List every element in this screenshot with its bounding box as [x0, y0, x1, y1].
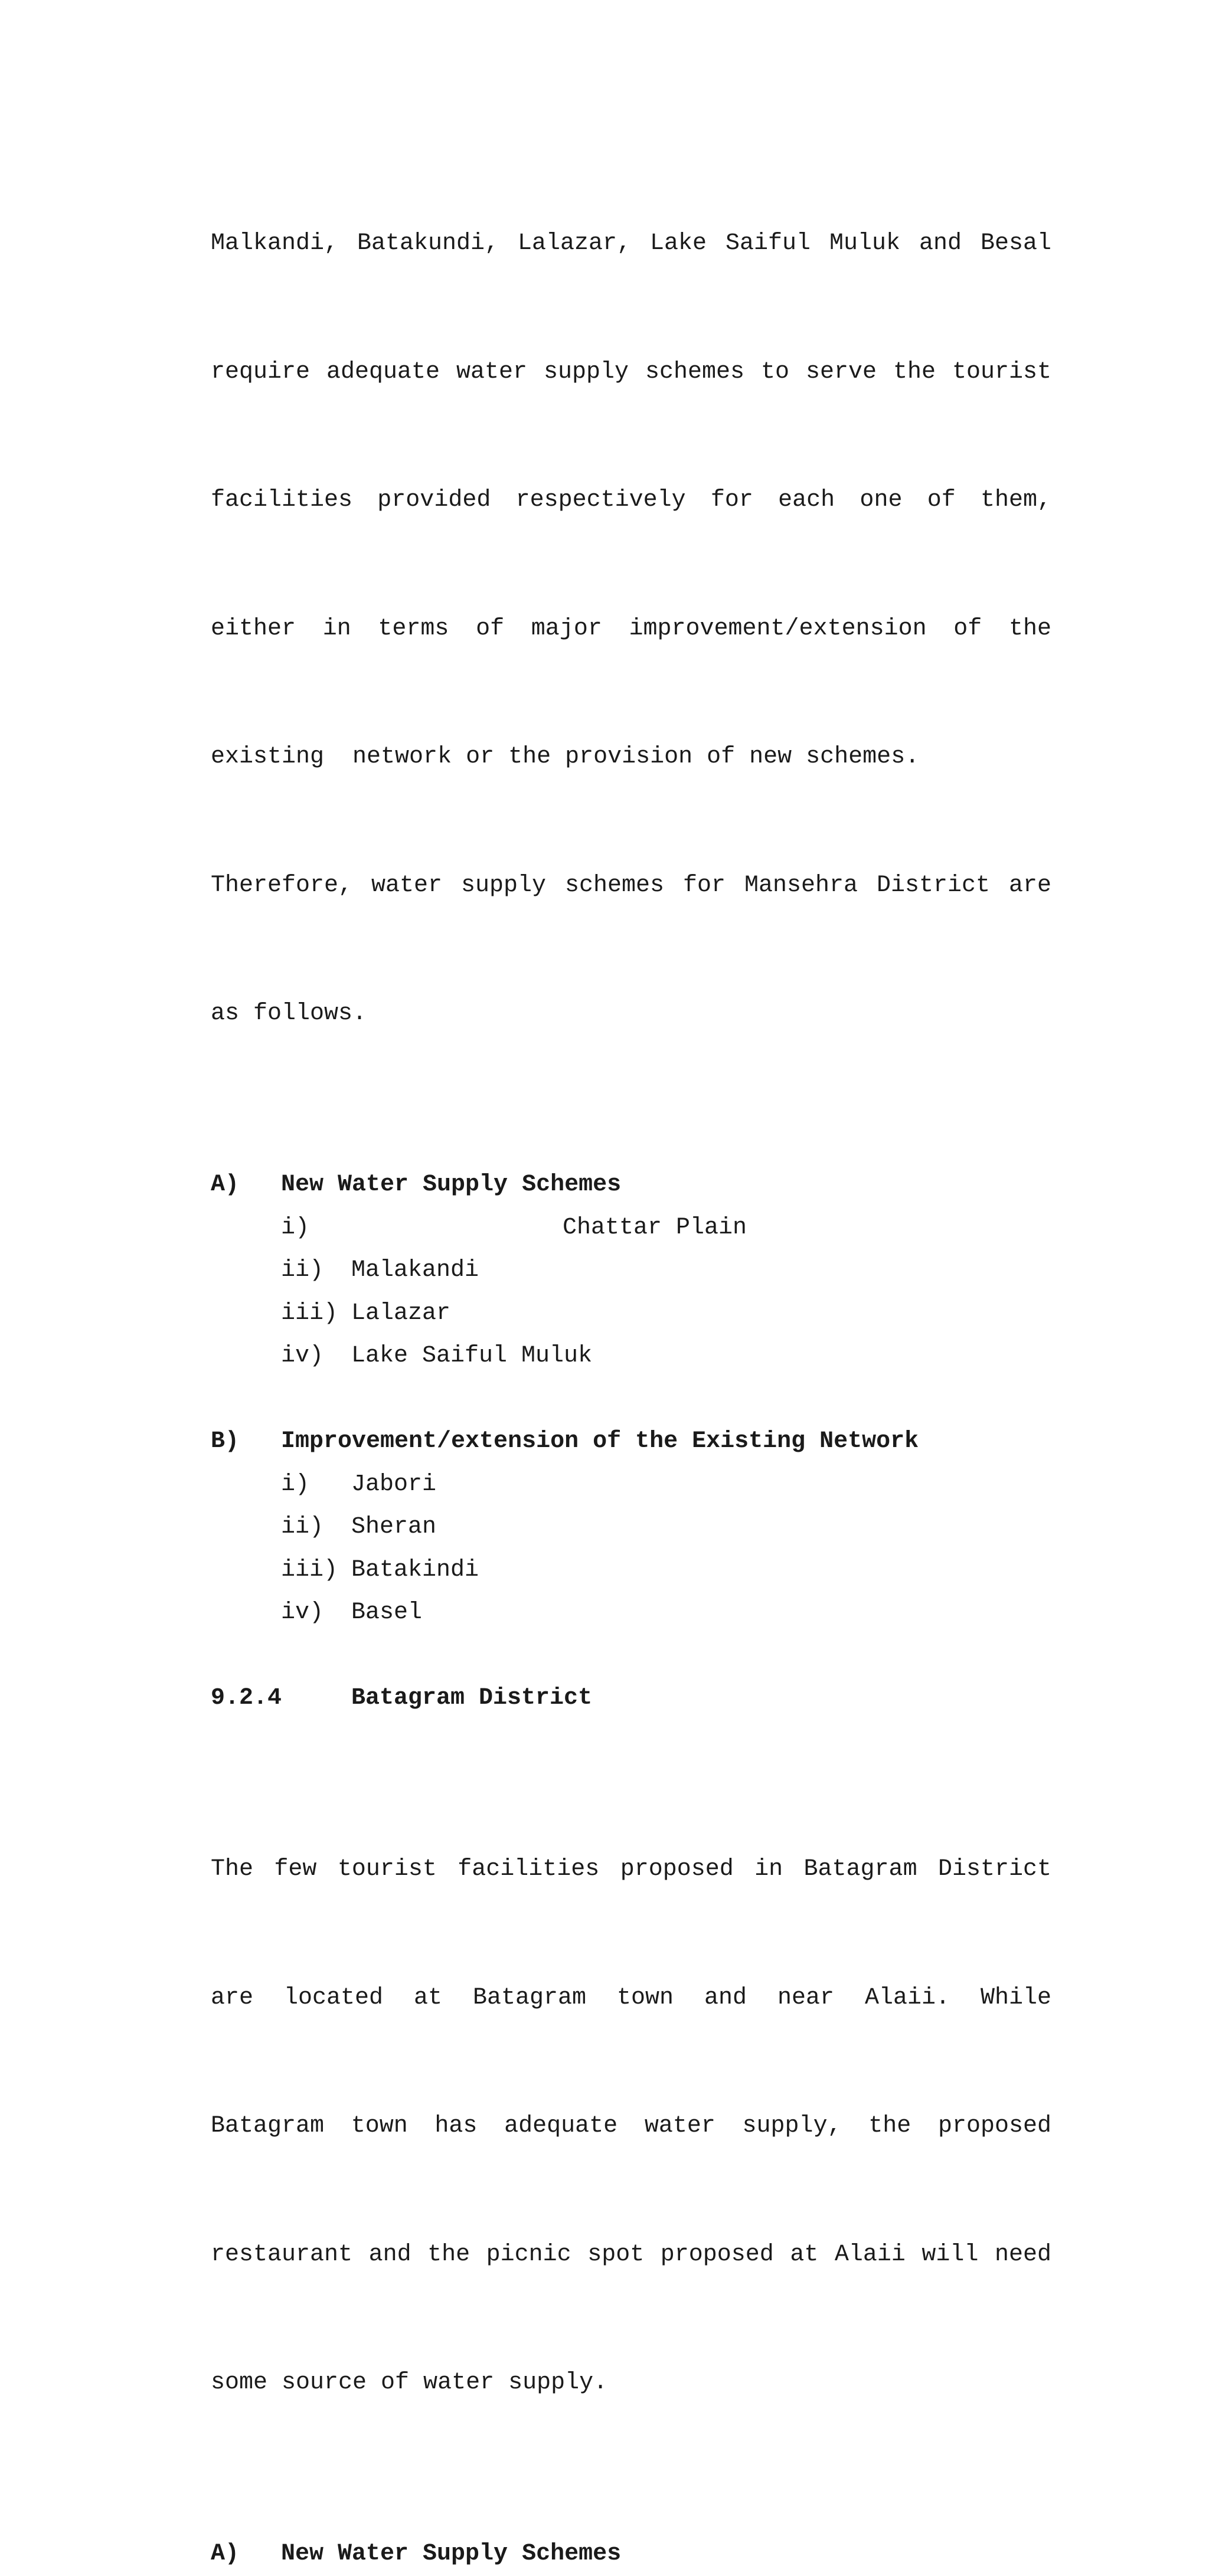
section-label: A)	[211, 1171, 240, 1198]
document-page	[211, 137, 1051, 2576]
section-title: Improvement/extension of the Existing Network	[281, 1428, 919, 1455]
section-heading	[211, 2533, 1051, 2576]
item-name: Lake Saiful Muluk	[351, 1343, 593, 1369]
item-name: Jabori	[351, 1471, 437, 1498]
text-line: facilities provided respectively for each one of them,	[211, 487, 1051, 513]
text-line: either in terms of major improvement/extension of the	[211, 615, 1051, 642]
item-name: Chattar Plain	[563, 1214, 747, 1241]
item-number: i)	[281, 1214, 310, 1241]
item-name: Malakandi	[351, 1257, 479, 1284]
item-number: i)	[281, 1471, 310, 1498]
list-item	[211, 1292, 1051, 1336]
text-line: Batagram town has adequate water supply, the proposed	[211, 2113, 1051, 2139]
text-line: are located at Batagram town and near Alaii. While	[211, 1984, 1051, 2011]
section-title: Batagram District	[351, 1685, 593, 1711]
section-heading	[211, 1420, 1051, 1464]
item-name: Sheran	[351, 1514, 437, 1540]
item-number: iv)	[281, 1599, 324, 1626]
section-title: New Water Supply Schemes	[281, 2541, 622, 2567]
list-item	[211, 1549, 1051, 1592]
item-number: iii)	[281, 1300, 338, 1327]
section-number: 9.2.4	[211, 1685, 282, 1711]
list-item	[211, 1506, 1051, 1549]
item-name: Batakindi	[351, 1556, 479, 1583]
item-name: Lalazar	[351, 1300, 451, 1327]
intro-paragraph	[211, 137, 1051, 1121]
text-line: The few tourist facilities proposed in Batagram District	[211, 1856, 1051, 1883]
section-title: New Water Supply Schemes	[281, 1171, 622, 1198]
section-label: A)	[211, 2541, 240, 2567]
list-item	[211, 1207, 1051, 1250]
text-line: Malkandi, Batakundi, Lalazar, Lake Saiful Muluk and Besal	[211, 230, 1051, 257]
list-item	[211, 1464, 1051, 1507]
section-a-new-schemes	[211, 1164, 1051, 1378]
list-item	[211, 1249, 1051, 1292]
list-item	[211, 1335, 1051, 1378]
text-line: require adequate water supply schemes to serve the tourist	[211, 358, 1051, 385]
item-name: Basel	[351, 1599, 423, 1626]
batagram-paragraph	[211, 1763, 1051, 2490]
text-line: Therefore, water supply schemes for Mansehra District are	[211, 872, 1051, 899]
item-number: iv)	[281, 1343, 324, 1369]
section-label: B)	[211, 1428, 240, 1455]
section-heading-9-2-4	[211, 1677, 1051, 1720]
text-line: some source of water supply.	[211, 2369, 608, 2396]
list-item	[211, 1592, 1051, 1635]
section-heading	[211, 1164, 1051, 1207]
text-line: restaurant and the picnic spot proposed at Alaii will need	[211, 2241, 1051, 2268]
item-number: ii)	[281, 1257, 324, 1284]
text-line: existing network or the provision of new schemes.	[211, 744, 920, 770]
text-line: as follows.	[211, 1000, 367, 1027]
item-number: ii)	[281, 1514, 324, 1540]
section-b-improvement	[211, 1420, 1051, 1635]
item-number: iii)	[281, 1556, 338, 1583]
